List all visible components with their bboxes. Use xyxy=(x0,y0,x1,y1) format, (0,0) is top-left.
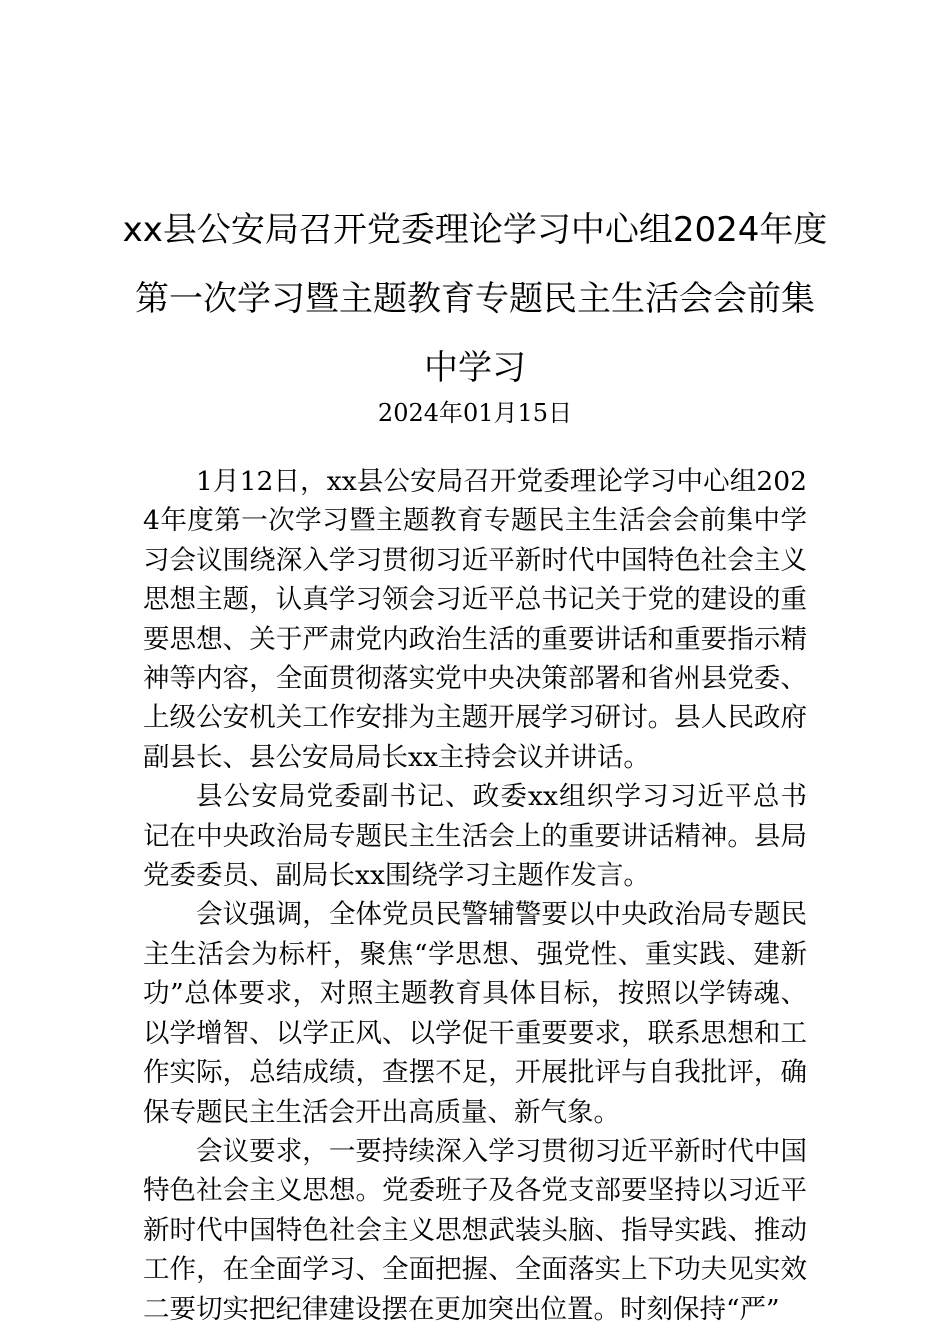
paragraph-1: 1月12日，xx县公安局召开党委理论学习中心组2024年度第一次学习暨主题教育专题民主生活会会前集中学习会议围绕深入学习贯彻习近平新时代中国特色社会主义思想主题，认真学习领会习近平总书记关于党的建设的重要思想、关于严肃党内政治生活的重要讲话和重要指示精神等内容，全面贯彻落实党中央决策部署和省州县党委、上级公安机关工作安排为主题开展学习研讨。县人民政府副县长、县公安局局长xx主持会议并讲话。 xyxy=(143,466,807,773)
document-body xyxy=(143,462,807,1329)
document-title: xx县公安局召开党委理论学习中心组2024年度第一次学习暨主题教育专题民主生活会会前集中学习 xyxy=(122,210,828,388)
paragraph-4: 会议要求，一要持续深入学习贯彻习近平新时代中国特色社会主义思想。党委班子及各党支部要坚持以习近平新时代中国特色社会主义思想武装头脑、指导实践、推动工作，在全面学习、全面把握、全面落实上下功夫见实效二要切实把纪律建设摆在更加突出位置。时刻保持“严” xyxy=(143,1135,807,1325)
document-date: 2024年01月15日 xyxy=(377,399,573,427)
paragraph-2: 县公安局党委副书记、政委xx组织学习习近平总书记在中央政治局专题民主生活会上的重要讲话精神。县局党委委员、副局长xx围绕学习主题作发言。 xyxy=(143,781,807,892)
paragraph-3: 会议强调，全体党员民警辅警要以中央政治局专题民主生活会为标杆，聚焦“学思想、强党性、重实践、建新功”总体要求，对照主题教育具体目标，按照以学铸魂、以学增智、以学正风、以学促干重要要求，联系思想和工作实际，总结成绩，查摆不足，开展批评与自我批评，确保专题民主生活会开出高质量、新气象。 xyxy=(143,899,807,1128)
